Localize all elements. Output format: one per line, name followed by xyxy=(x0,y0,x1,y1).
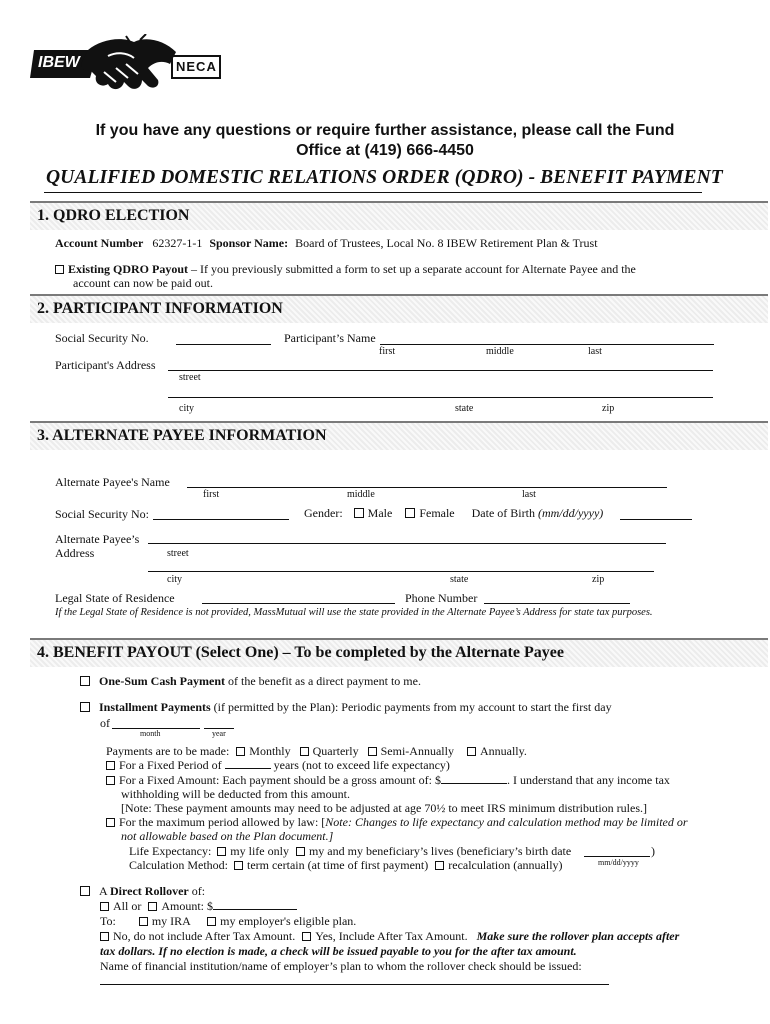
amount-checkbox[interactable] xyxy=(148,902,157,911)
legal-state-note: If the Legal State of Residence is not provided, MassMutual will use the state provided in the Alternate Payee’s Address for state tax purposes. xyxy=(55,607,653,618)
of-label: of xyxy=(100,716,110,730)
installment-text: (if permitted by the Plan): Periodic payments from my account to start the first day xyxy=(210,700,612,714)
payee-name-field[interactable] xyxy=(187,487,667,488)
fixed-amount-field[interactable] xyxy=(441,774,507,784)
lump-sum-row xyxy=(80,674,421,689)
direct-rollover-label: Direct Rollover xyxy=(110,884,189,898)
exclude-after-tax-label: No, do not include After Tax Amount. xyxy=(113,929,296,943)
female-checkbox[interactable] xyxy=(405,508,415,518)
beneficiary-birth-date-field[interactable] xyxy=(584,856,650,857)
female-label: Female xyxy=(419,506,455,520)
payee-state-caption: state xyxy=(450,574,469,585)
year-caption: year xyxy=(212,729,226,738)
participant-city-caption: city xyxy=(179,403,194,414)
section-2-header xyxy=(30,294,768,323)
max-period-row xyxy=(106,815,688,830)
fixed-amount-label-b: . I understand that any income tax xyxy=(506,773,670,787)
include-after-tax-checkbox[interactable] xyxy=(302,932,311,941)
max-period-checkbox[interactable] xyxy=(106,818,115,827)
max-period-note-a: Note: Changes to life expectancy and calculation method may be limited or xyxy=(325,815,688,829)
joint-lives-label: my and my beneficiary’s lives (beneficiary’s birth date xyxy=(308,844,572,858)
dob-format: (mm/dd/yyyy) xyxy=(537,506,604,520)
all-checkbox[interactable] xyxy=(100,902,109,911)
rollover-amount-row xyxy=(100,899,297,914)
fixed-amount-row xyxy=(106,773,670,788)
participant-address-label: Participant's Address xyxy=(55,358,156,372)
section-1-header xyxy=(30,201,768,230)
all-or-label: All or xyxy=(113,899,142,913)
payee-city-field[interactable] xyxy=(148,571,654,572)
section-2-title: 2. PARTICIPANT INFORMATION xyxy=(37,300,283,317)
life-expectancy-row xyxy=(129,844,571,859)
fixed-period-checkbox[interactable] xyxy=(106,761,115,770)
semi-annually-checkbox[interactable] xyxy=(368,747,377,756)
joint-lives-checkbox[interactable] xyxy=(296,847,305,856)
fixed-period-label-b: years (not to exceed life expectancy) xyxy=(273,758,450,772)
gender-label: Gender: xyxy=(304,506,343,520)
institution-label: Name of financial institution/name of employer’s plan to whom the rollover check should be issued: xyxy=(100,959,582,973)
payee-ssn-label: Social Security No: xyxy=(55,507,149,521)
quarterly-checkbox[interactable] xyxy=(300,747,309,756)
participant-ssn-label: Social Security No. xyxy=(55,331,149,345)
close-paren: ) xyxy=(651,844,655,858)
participant-name-field[interactable] xyxy=(380,344,714,345)
term-certain-checkbox[interactable] xyxy=(234,861,243,870)
semi-annually-label: Semi-Annually xyxy=(380,744,454,758)
participant-street-field[interactable] xyxy=(168,370,713,371)
participant-state-caption: state xyxy=(455,403,474,414)
direct-rollover-row xyxy=(80,884,205,899)
sponsor-value: Board of Trustees, Local No. 8 IBEW Retirement Plan & Trust xyxy=(295,236,598,250)
existing-qdro-checkbox[interactable] xyxy=(55,265,64,274)
payments-label: Payments are to be made: xyxy=(106,744,230,758)
lump-sum-label: One-Sum Cash Payment xyxy=(99,674,226,688)
payee-middle-caption: middle xyxy=(347,489,375,500)
form-title: QUALIFIED DOMESTIC RELATIONS ORDER (QDRO) - BENEFIT PAYMENT xyxy=(46,167,723,188)
male-checkbox[interactable] xyxy=(354,508,364,518)
installment-label: Installment Payments xyxy=(99,700,211,714)
contact-notice xyxy=(0,121,770,161)
payee-dob-field[interactable] xyxy=(620,519,692,520)
section-4-header xyxy=(30,638,768,667)
my-ira-label: my IRA xyxy=(151,914,191,928)
account-number-label: Account Number xyxy=(55,236,144,250)
my-life-only-checkbox[interactable] xyxy=(217,847,226,856)
payee-ssn-field[interactable] xyxy=(153,519,289,520)
lump-sum-text: of the benefit as a direct payment to me. xyxy=(225,674,421,688)
payee-zip-caption: zip xyxy=(592,574,605,585)
payment-frequency-row xyxy=(106,744,527,759)
to-label: To: xyxy=(100,914,116,928)
account-row xyxy=(55,236,598,251)
life-expectancy-label: Life Expectancy: xyxy=(129,844,212,858)
section-3-header xyxy=(30,421,768,450)
max-period-note-b: not allowable based on the Plan document.] xyxy=(121,829,334,843)
section-4-title: 4. BENEFIT PAYOUT (Select One) – To be completed by the Alternate Payee xyxy=(37,644,564,661)
contact-notice-line1: If you have any questions or require further assistance, please call the Fund xyxy=(95,122,675,139)
logo-ibew-text: IBEW xyxy=(38,54,80,71)
participant-ssn-field[interactable] xyxy=(176,344,271,345)
account-number-value: 62327-1-1 xyxy=(152,236,203,250)
annually-label: Annually. xyxy=(479,744,527,758)
gender-row xyxy=(304,506,603,521)
fixed-amount-label-c: withholding will be deducted from this amount. xyxy=(121,787,350,801)
payee-last-caption: last xyxy=(522,489,536,500)
monthly-checkbox[interactable] xyxy=(236,747,245,756)
calculation-method-row xyxy=(129,858,563,873)
logo-neca-text: NECA xyxy=(176,59,217,74)
existing-qdro-text: – If you previously submitted a form to set up a separate account for Alternate Payee and the xyxy=(188,262,636,276)
sponsor-label: Sponsor Name: xyxy=(209,236,289,250)
fixed-period-row xyxy=(106,758,450,773)
my-ira-checkbox[interactable] xyxy=(139,917,148,926)
section-3-title: 3. ALTERNATE PAYEE INFORMATION xyxy=(37,427,327,444)
phone-label: Phone Number xyxy=(405,591,478,605)
participant-street-caption: street xyxy=(179,372,201,383)
recalculation-checkbox[interactable] xyxy=(435,861,444,870)
existing-qdro-label: Existing QDRO Payout xyxy=(68,262,189,276)
male-label: Male xyxy=(367,506,393,520)
payee-city-caption: city xyxy=(167,574,182,585)
amount-label: Amount: $ xyxy=(161,899,214,913)
payee-street-field[interactable] xyxy=(148,543,666,544)
monthly-label: Monthly xyxy=(249,744,291,758)
phone-field[interactable] xyxy=(484,603,630,604)
legal-state-label: Legal State of Residence xyxy=(55,591,175,605)
lump-sum-checkbox[interactable] xyxy=(80,676,90,686)
contact-notice-line2: Office at (419) 666-4450 xyxy=(296,142,474,159)
ibew-neca-logo xyxy=(30,34,222,102)
payee-street-caption: street xyxy=(167,548,189,559)
rollover-to-row xyxy=(100,914,356,929)
quarterly-label: Quarterly xyxy=(312,744,359,758)
direct-rollover-b: of: xyxy=(188,884,206,898)
participant-zip-caption: zip xyxy=(602,403,615,414)
payee-first-caption: first xyxy=(203,489,220,500)
max-period-label: For the maximum period allowed by law: [ xyxy=(119,815,326,829)
rollover-amount-field[interactable] xyxy=(213,900,297,910)
term-certain-label: term certain (at time of first payment) xyxy=(246,858,429,872)
participant-name-label: Participant’s Name xyxy=(284,331,376,345)
exclude-after-tax-checkbox[interactable] xyxy=(100,932,109,941)
recalculation-label: recalculation (annually) xyxy=(448,858,563,872)
after-tax-warning-a: Make sure the rollover plan accepts after xyxy=(476,929,680,943)
birth-date-format: mm/dd/yyyy xyxy=(598,858,639,867)
fixed-amount-label-a: For a Fixed Amount: Each payment should be a gross amount of: $ xyxy=(119,773,441,787)
direct-rollover-a: A xyxy=(99,884,111,898)
fixed-amount-checkbox[interactable] xyxy=(106,776,115,785)
fixed-period-label-a: For a Fixed Period of xyxy=(119,758,222,772)
section-1-title: 1. QDRO ELECTION xyxy=(37,207,190,224)
institution-field[interactable] xyxy=(100,984,609,985)
participant-first-caption: first xyxy=(379,346,396,357)
include-after-tax-label: Yes, Include After Tax Amount. xyxy=(315,929,468,943)
participant-last-caption: last xyxy=(588,346,602,357)
dob-label: Date of Birth xyxy=(471,506,535,520)
employer-plan-checkbox[interactable] xyxy=(207,917,216,926)
fixed-period-years-field[interactable] xyxy=(225,759,271,769)
existing-qdro-text-2: account can now be paid out. xyxy=(73,276,213,290)
after-tax-row xyxy=(100,929,679,944)
my-life-only-label: my life only xyxy=(230,844,289,858)
payee-address-label-2: Address xyxy=(55,546,95,560)
legal-state-field[interactable] xyxy=(202,603,395,604)
month-caption: month xyxy=(140,729,161,738)
calculation-method-label: Calculation Method: xyxy=(129,858,228,872)
participant-city-field[interactable] xyxy=(168,397,713,398)
employer-plan-label: my employer's eligible plan. xyxy=(220,914,357,928)
existing-qdro-row xyxy=(55,262,636,277)
title-underline xyxy=(44,192,702,193)
direct-rollover-checkbox[interactable] xyxy=(80,886,90,896)
annually-checkbox[interactable] xyxy=(467,747,476,756)
installment-checkbox[interactable] xyxy=(80,702,90,712)
installment-row xyxy=(80,700,612,715)
after-tax-warning-b: tax dollars. If no election is made, a check will be issued payable to you for the after tax amount. xyxy=(100,944,577,958)
payee-address-label-1: Alternate Payee’s xyxy=(55,532,140,546)
payee-name-label: Alternate Payee's Name xyxy=(55,475,170,489)
participant-middle-caption: middle xyxy=(486,346,514,357)
fixed-amount-note: [Note: These payment amounts may need to be adjusted at age 70½ to meet IRS minimum distribution rules.] xyxy=(121,801,648,815)
